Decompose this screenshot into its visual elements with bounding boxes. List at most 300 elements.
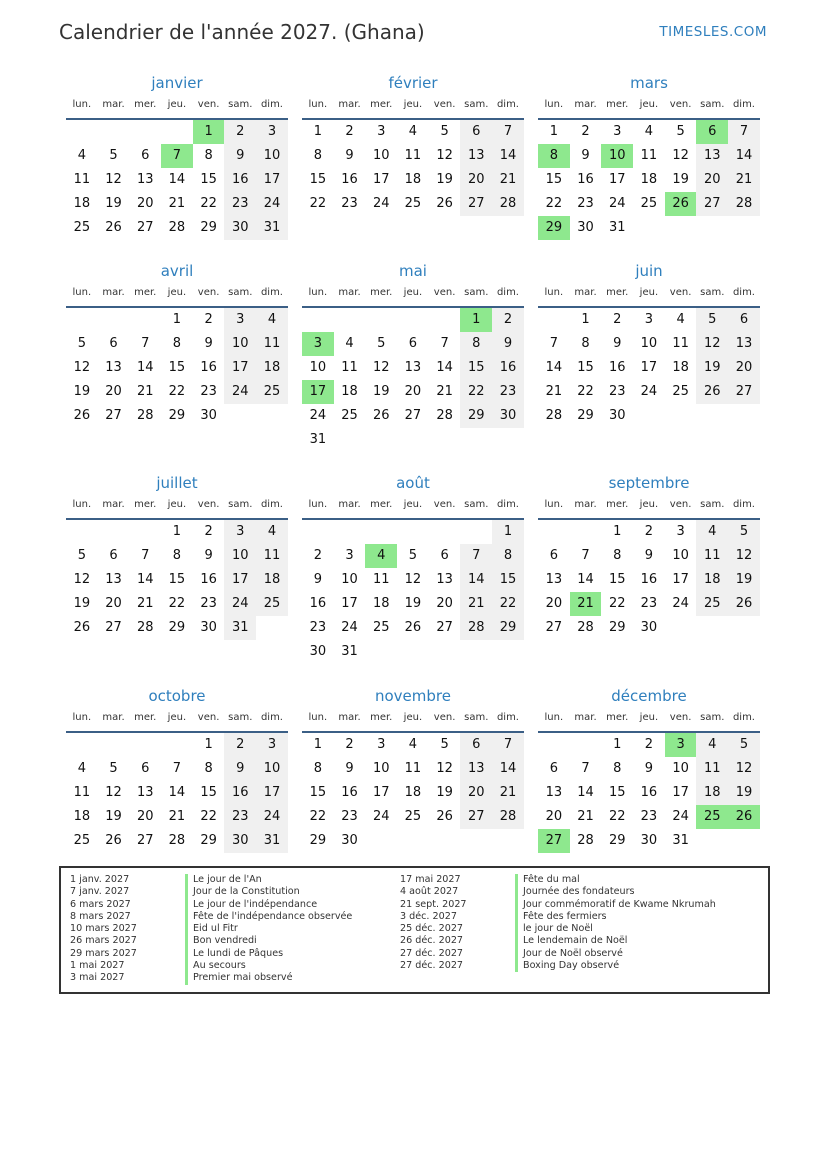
week-row [66,308,288,332]
day-cell: 3 [377,737,386,752]
holiday-name: Eid ul Fitr [185,923,238,935]
month-calendar [66,472,288,640]
day-cell: 12 [372,360,390,375]
empty-cell [538,520,570,544]
day-cell: 30 [341,833,358,848]
month-calendar [538,72,760,240]
day-cell: 11 [372,572,390,587]
month-name: février [388,74,438,92]
day-cell: 3 [256,733,288,757]
empty-cell [429,640,461,664]
day-cell: 1 [313,124,322,139]
day-cell: 20 [136,196,154,211]
day-cell: 3 [676,524,685,539]
day-cell: 8 [460,332,492,356]
empty-cell [633,216,665,240]
day-cell: 25 [672,384,689,399]
week-row [302,144,524,168]
empty-cell [397,520,429,544]
weekday-label: sam. [464,499,489,510]
day-cell: 29 [460,404,492,428]
week-row [66,616,288,640]
day-cell: 11 [341,360,358,375]
weekday-label: mar. [338,712,361,723]
empty-cell [397,640,429,664]
day-cell: 5 [109,148,118,163]
day-cell: 16 [200,572,217,587]
day-cell: 21 [136,596,154,611]
day-cell: 27 [105,408,122,423]
weekday-header [302,494,524,520]
day-cell: 2 [204,524,213,539]
week-row [538,144,760,168]
weekday-label: ven. [197,99,220,110]
holiday-name: Jour de Noël observé [515,948,623,960]
day-cell: 14 [168,785,186,800]
day-cell: 9 [204,336,213,351]
day-cell: 23 [577,196,594,211]
holiday-day-cell: 21 [570,592,602,616]
month-calendar [302,260,524,452]
day-cell: 6 [728,308,760,332]
weekday-label: ven. [669,712,692,723]
holiday-entry [70,935,352,947]
day-cell: 13 [105,360,122,375]
day-cell: 19 [728,568,760,592]
weekday-label: dim. [260,499,283,510]
week-row [66,781,288,805]
week-row [538,781,760,805]
empty-cell [397,428,429,452]
weekday-label: jeu. [639,712,659,723]
day-cell: 4 [676,312,685,327]
day-cell: 2 [581,124,590,139]
day-cell: 23 [224,192,256,216]
weekday-label: ven. [669,499,692,510]
empty-cell [492,829,524,853]
day-cell: 31 [256,829,288,853]
empty-cell [129,308,161,332]
empty-cell [492,640,524,664]
day-cell: 20 [460,781,492,805]
weekday-label: sam. [464,287,489,298]
day-cell: 30 [200,408,217,423]
day-cell: 2 [613,312,622,327]
month-calendar [66,72,288,240]
holiday-day-cell: 1 [460,308,492,332]
week-row [302,308,524,332]
day-cell: 11 [256,332,288,356]
holiday-entry [400,911,716,923]
day-cell: 12 [728,757,760,781]
month-calendar [538,260,760,428]
day-cell: 26 [436,196,453,211]
weekday-label: ven. [433,712,456,723]
holiday-date: 7 janv. 2027 [70,886,130,898]
holiday-day-cell: 1 [193,120,225,144]
weekday-label: jeu. [403,99,423,110]
weekday-label: jeu. [639,99,659,110]
day-cell: 10 [672,548,689,563]
day-cell: 12 [105,172,122,187]
holiday-name: Fête des fermiers [515,911,607,923]
day-cell: 2 [224,733,256,757]
day-cell: 18 [73,809,91,824]
day-cell: 24 [256,805,288,829]
day-cell: 9 [224,144,256,168]
day-cell: 17 [341,596,358,611]
day-cell: 26 [73,408,91,423]
day-cell: 10 [372,761,390,776]
day-cell: 8 [313,761,322,776]
empty-cell [334,520,366,544]
month-name: juin [635,262,663,280]
weekday-label: mar. [102,712,125,723]
day-cell: 30 [309,644,327,659]
weekday-label: sam. [464,712,489,723]
weekday-label: mer. [606,287,629,298]
day-cell: 18 [256,568,288,592]
day-cell: 29 [608,833,626,848]
day-cell: 22 [200,196,217,211]
week-row [302,544,524,568]
day-cell: 8 [492,544,524,568]
day-cell: 5 [728,733,760,757]
day-cell: 12 [728,544,760,568]
month-name: octobre [148,687,206,705]
day-cell: 22 [200,809,217,824]
month-name: mars [630,74,668,92]
weekday-header [66,707,288,733]
day-cell: 1 [613,737,622,752]
weekday-label: mar. [574,287,597,298]
day-cell: 27 [460,805,492,829]
day-cell: 22 [309,196,327,211]
day-cell: 22 [168,384,186,399]
week-row [538,544,760,568]
day-cell: 11 [404,148,422,163]
day-cell: 16 [640,785,658,800]
day-cell: 20 [728,356,760,380]
day-cell: 9 [313,572,322,587]
weekday-label: ven. [433,287,456,298]
weekday-label: jeu. [167,287,187,298]
day-cell: 8 [313,148,322,163]
week-row [538,216,760,240]
weekday-label: dim. [732,287,755,298]
day-cell: 9 [204,548,213,563]
day-cell: 6 [460,120,492,144]
weekday-header [302,707,524,733]
day-cell: 8 [204,148,213,163]
day-cell: 4 [408,124,418,139]
day-cell: 19 [105,809,122,824]
day-cell: 6 [549,761,558,776]
weekday-label: jeu. [639,499,659,510]
day-cell: 29 [608,620,626,635]
day-cell: 9 [492,332,524,356]
brand-link[interactable]: TIMESLES.COM [659,24,767,40]
week-row [66,404,288,428]
day-cell: 26 [372,408,390,423]
day-cell: 25 [372,620,390,635]
day-cell: 23 [640,596,658,611]
day-cell: 6 [109,548,118,563]
day-cell: 22 [608,596,626,611]
weekday-label: lun. [308,712,328,723]
weekday-label: mar. [574,499,597,510]
day-cell: 28 [492,805,524,829]
weekday-label: jeu. [639,287,659,298]
holiday-name: Jour commémoratif de Kwame Nkrumah [515,899,716,911]
empty-cell [98,308,130,332]
day-cell: 5 [109,761,118,776]
holiday-entry [70,960,352,972]
weekday-label: mar. [338,287,361,298]
day-cell: 20 [404,384,422,399]
day-cell: 24 [224,380,256,404]
week-row [538,192,760,216]
holiday-date: 21 sept. 2027 [400,898,467,910]
weekday-label: lun. [72,712,92,723]
holiday-name: Jour de la Constitution [185,886,300,898]
day-cell: 20 [460,168,492,192]
week-row [66,805,288,829]
month-name: décembre [611,687,687,705]
day-cell: 13 [696,144,728,168]
empty-cell [302,308,334,332]
day-cell: 20 [545,809,563,824]
holiday-date: 8 mars 2027 [70,910,131,922]
day-cell: 6 [141,148,150,163]
month-name: novembre [375,687,451,705]
day-cell: 8 [613,548,622,563]
day-cell: 30 [200,620,217,635]
day-cell: 15 [200,785,217,800]
day-cell: 22 [545,196,563,211]
empty-cell [460,640,492,664]
holiday-day-cell: 26 [665,192,697,216]
day-cell: 25 [640,196,658,211]
day-cell: 2 [644,524,654,539]
day-cell: 25 [404,809,422,824]
weekday-label: sam. [228,712,253,723]
day-cell: 21 [577,809,594,824]
day-cell: 18 [73,196,91,211]
day-cell: 12 [105,785,122,800]
day-cell: 12 [672,148,689,163]
day-cell: 27 [460,192,492,216]
week-row [538,404,760,428]
day-cell: 28 [436,408,453,423]
day-cell: 18 [256,356,288,380]
holiday-entry [400,923,716,935]
day-cell: 19 [73,384,91,399]
day-cell: 11 [696,757,728,781]
day-cell: 22 [168,596,186,611]
weekday-header [538,707,760,733]
day-cell: 23 [224,805,256,829]
month-calendar [538,685,760,853]
holiday-date: 3 mai 2027 [70,972,125,984]
day-cell: 15 [200,172,217,187]
day-cell: 1 [313,737,322,752]
day-cell: 1 [581,312,590,327]
day-cell: 12 [73,360,91,375]
day-cell: 18 [672,360,689,375]
holiday-date: 1 janv. 2027 [70,874,130,885]
weekday-label: jeu. [167,712,187,723]
weekday-label: mar. [574,99,597,110]
day-cell: 24 [224,592,256,616]
weekday-label: dim. [260,712,283,723]
weekday-label: mar. [338,499,361,510]
day-cell: 28 [577,620,594,635]
day-cell: 14 [168,172,186,187]
weekday-label: mer. [370,499,393,510]
week-row [302,640,524,664]
day-cell: 17 [672,572,689,587]
empty-cell [460,520,492,544]
day-cell: 25 [341,408,358,423]
empty-cell [129,120,161,144]
empty-cell [129,733,161,757]
weekday-label: mar. [102,287,125,298]
holiday-day-cell: 4 [365,544,397,568]
empty-cell [129,520,161,544]
day-cell: 20 [105,596,122,611]
week-row [302,781,524,805]
holiday-name: Le lundi de Pâques [185,948,283,960]
holiday-name: Le jour de l'indépendance [185,899,317,911]
weekday-label: mar. [102,499,125,510]
day-cell: 4 [77,148,86,163]
day-cell: 16 [341,172,358,187]
day-cell: 5 [728,520,760,544]
week-row [538,520,760,544]
day-cell: 25 [696,592,728,616]
empty-cell [365,308,397,332]
day-cell: 11 [696,544,728,568]
day-cell: 26 [696,380,728,404]
week-row [538,120,760,144]
holiday-entry [70,886,352,898]
day-cell: 2 [345,737,354,752]
empty-cell [538,308,570,332]
week-row [302,829,524,853]
day-cell: 9 [581,148,590,163]
day-cell: 19 [696,356,728,380]
holiday-day-cell: 3 [302,332,334,356]
holiday-entry [70,874,352,886]
empty-cell [397,829,429,853]
weekday-header [538,282,760,308]
day-cell: 13 [136,172,154,187]
day-cell: 4 [256,520,288,544]
week-row [66,380,288,404]
holiday-name: Le lendemain de Noël [515,935,627,947]
day-cell: 21 [136,384,154,399]
month-name: août [396,474,430,492]
day-cell: 14 [577,572,594,587]
day-cell: 7 [581,761,590,776]
day-cell: 1 [172,524,182,539]
day-cell: 2 [492,308,524,332]
empty-cell [665,616,697,640]
holiday-date: 27 déc. 2027 [400,947,464,959]
weekday-label: jeu. [403,712,423,723]
holiday-entry [70,948,352,960]
day-cell: 10 [224,544,256,568]
week-row [302,356,524,380]
day-cell: 17 [224,356,256,380]
holiday-day-cell: 3 [665,733,697,757]
weekday-label: mer. [370,99,393,110]
weekday-label: ven. [669,99,692,110]
day-cell: 9 [644,548,654,563]
weekday-label: lun. [544,287,564,298]
empty-cell [665,216,697,240]
empty-cell [460,829,492,853]
day-cell: 18 [696,781,728,805]
week-row [538,356,760,380]
day-cell: 10 [672,761,689,776]
day-cell: 15 [608,785,626,800]
day-cell: 15 [168,572,186,587]
day-cell: 16 [341,785,358,800]
day-cell: 31 [224,616,256,640]
day-cell: 10 [224,332,256,356]
weekday-label: ven. [197,287,220,298]
day-cell: 29 [168,620,186,635]
holiday-legend-column [70,874,352,985]
weekday-label: lun. [72,499,92,510]
day-cell: 23 [341,809,358,824]
weekday-label: dim. [496,287,519,298]
day-cell: 11 [640,148,658,163]
holiday-day-cell: 26 [728,805,760,829]
weekday-label: mer. [134,287,157,298]
day-cell: 3 [224,308,256,332]
day-cell: 22 [608,809,626,824]
weekday-label: dim. [496,99,519,110]
weekday-label: lun. [544,712,564,723]
day-cell: 19 [73,596,91,611]
day-cell: 28 [136,620,154,635]
day-cell: 20 [696,168,728,192]
day-cell: 15 [168,360,186,375]
day-cell: 23 [640,809,658,824]
day-cell: 22 [309,809,327,824]
day-cell: 26 [436,809,453,824]
holiday-date: 29 mars 2027 [70,947,137,959]
day-cell: 11 [672,336,689,351]
day-cell: 11 [73,172,91,187]
weekday-label: mar. [574,712,597,723]
day-cell: 19 [672,172,689,187]
day-cell: 17 [372,785,390,800]
week-row [66,829,288,853]
week-row [302,120,524,144]
holiday-date: 6 mars 2027 [70,898,131,910]
weekday-label: mer. [370,712,393,723]
empty-cell [696,616,728,640]
day-cell: 29 [309,833,327,848]
day-cell: 26 [73,620,91,635]
empty-cell [161,120,193,144]
weekday-label: ven. [669,287,692,298]
weekday-label: sam. [700,712,725,723]
